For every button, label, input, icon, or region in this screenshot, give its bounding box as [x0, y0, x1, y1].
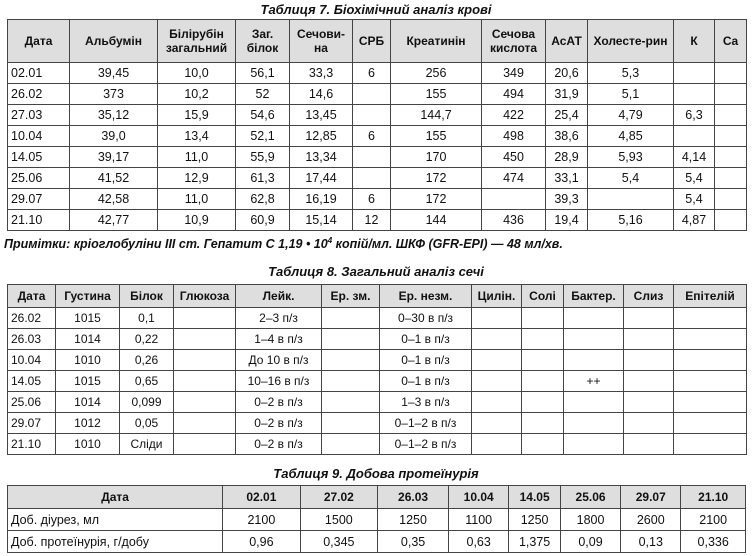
table8-cell [624, 434, 674, 455]
table7-header-cell: Креатинін [391, 20, 482, 63]
table7-cell: 15,14 [290, 210, 353, 231]
table7-cell: 14,6 [290, 84, 353, 105]
table8-cell: 0–1–2 в п/з [380, 434, 472, 455]
table8-cell: 1010 [56, 434, 120, 455]
table8-cell: 0,1 [120, 308, 174, 329]
table7-header-cell: Сечова кислота [482, 20, 546, 63]
table7-cell: 31,9 [546, 84, 588, 105]
table8-header-cell: Слиз [624, 285, 674, 308]
table8-cell: 1–4 в п/з [236, 329, 322, 350]
table8-cell [564, 413, 624, 434]
table9-row [8, 509, 746, 531]
table9-proteinuria [7, 485, 746, 553]
table8-cell [322, 350, 380, 371]
table8-header-cell: Глюкоза [174, 285, 236, 308]
table7-cell: 4,79 [588, 105, 674, 126]
table7-cell [715, 84, 747, 105]
table7-cell: 13,45 [290, 105, 353, 126]
table9-cell: 0,345 [300, 531, 377, 553]
table8-cell [564, 350, 624, 371]
table8-cell: 0–2 в п/з [236, 413, 322, 434]
table8-cell [522, 350, 564, 371]
table7-cell: 11,0 [158, 147, 236, 168]
table7-cell [715, 105, 747, 126]
table7-cell: 10,9 [158, 210, 236, 231]
table7-header-row [8, 20, 747, 63]
table7-header-cell: Ca [715, 20, 747, 63]
table7-cell: 422 [482, 105, 546, 126]
table9-header-cell: 21.10 [681, 486, 746, 509]
table8-cell [174, 371, 236, 392]
table9-header-cell: 02.01 [223, 486, 300, 509]
table7-cell: 56,1 [236, 63, 290, 84]
table7-cell [674, 126, 715, 147]
table9-header-cell: 27.02 [300, 486, 377, 509]
table8-cell [322, 329, 380, 350]
table8-cell [174, 350, 236, 371]
table7-cell: 19,4 [546, 210, 588, 231]
table8-cell [674, 371, 747, 392]
table8-cell [624, 392, 674, 413]
table8-row [8, 413, 747, 434]
table8-cell: 10–16 в п/з [236, 371, 322, 392]
table8-cell: 26.03 [8, 329, 56, 350]
table8-cell [322, 308, 380, 329]
table8-cell [174, 434, 236, 455]
table7-row [8, 126, 747, 147]
table7-cell: 5,93 [588, 147, 674, 168]
table7-cell: 349 [482, 63, 546, 84]
table7-header-cell: АсАТ [546, 20, 588, 63]
table8-cell [472, 413, 522, 434]
table8-header-cell: Ер. незм. [380, 285, 472, 308]
table7-header-cell: Заг. білок [236, 20, 290, 63]
table9-header-cell: 26.03 [378, 486, 449, 509]
table9-cell: 1,375 [509, 531, 561, 553]
table8-cell [674, 392, 747, 413]
table8-cell: 0–1–2 в п/з [380, 413, 472, 434]
table8-header-cell: Дата [8, 285, 56, 308]
table8-cell: 1015 [56, 371, 120, 392]
table8-cell [522, 308, 564, 329]
table7-cell: 13,34 [290, 147, 353, 168]
table9-cell: 0,35 [378, 531, 449, 553]
table8-cell [624, 350, 674, 371]
table7-header-cell: Дата [8, 20, 70, 63]
table7-cell: 14.05 [8, 147, 70, 168]
table9-cell: 0,13 [621, 531, 681, 553]
table8-cell [322, 371, 380, 392]
table9-caption: Таблиця 9. Добова протеїнурія [273, 466, 479, 481]
table7-cell: 54,6 [236, 105, 290, 126]
table8-cell [564, 434, 624, 455]
table8-header-cell: Білок [120, 285, 174, 308]
table8-cell [522, 392, 564, 413]
table9-header-cell: 10.04 [449, 486, 509, 509]
table8-row [8, 434, 747, 455]
table8-header-cell: Цилін. [472, 285, 522, 308]
table9-cell: 1250 [378, 509, 449, 531]
table9-cell: 1500 [300, 509, 377, 531]
table9-cell: 0,63 [449, 531, 509, 553]
table7-row [8, 189, 747, 210]
table8-cell: 1–3 в п/з [380, 392, 472, 413]
table7-cell: 42,77 [70, 210, 158, 231]
table7-cell [715, 168, 747, 189]
table8-header-cell: Солі [522, 285, 564, 308]
table8-cell [522, 434, 564, 455]
table7-cell: 41,52 [70, 168, 158, 189]
table7-cell: 5,16 [588, 210, 674, 231]
table8-cell [624, 308, 674, 329]
table8-cell [674, 329, 747, 350]
table9-cell: 2600 [621, 509, 681, 531]
table7-cell: 17,44 [290, 168, 353, 189]
table7-cell: 33,3 [290, 63, 353, 84]
table8-cell [624, 371, 674, 392]
table8-cell: 26.02 [8, 308, 56, 329]
table7-header-cell: Холесте-рин [588, 20, 674, 63]
table8-cell: 1014 [56, 392, 120, 413]
table8-header-cell: Лейк. [236, 285, 322, 308]
table8-cell: 1015 [56, 308, 120, 329]
table8-cell: 0,22 [120, 329, 174, 350]
table7-cell: 10,2 [158, 84, 236, 105]
table7-row [8, 63, 747, 84]
table7-header-cell: Альбумін [70, 20, 158, 63]
table8-urinalysis [7, 284, 747, 455]
table8-caption: Таблиця 8. Загальний аналіз сечі [268, 264, 484, 279]
table7-cell: 39,45 [70, 63, 158, 84]
table8-cell: 1010 [56, 350, 120, 371]
table8-cell [322, 434, 380, 455]
table8-cell [522, 413, 564, 434]
table7-caption: Таблиця 7. Біохімічний аналіз крові [260, 2, 492, 17]
table9-cell: 1800 [560, 509, 620, 531]
table7-cell [715, 189, 747, 210]
table7-cell: 62,8 [236, 189, 290, 210]
table7-row [8, 210, 747, 231]
table7-cell: 494 [482, 84, 546, 105]
table8-cell [674, 350, 747, 371]
table7-cell: 29.07 [8, 189, 70, 210]
table9-cell: 0,336 [681, 531, 746, 553]
table7-cell: 12,85 [290, 126, 353, 147]
table8-cell [174, 308, 236, 329]
table8-header-cell: Бактер. [564, 285, 624, 308]
table8-body [8, 308, 747, 455]
table7-cell: 25.06 [8, 168, 70, 189]
table8-cell: 25.06 [8, 392, 56, 413]
table8-cell: 0–2 в п/з [236, 392, 322, 413]
table7-cell: 155 [391, 84, 482, 105]
table9-row [8, 531, 746, 553]
table8-cell [472, 434, 522, 455]
table9-cell: Доб. діурез, мл [8, 509, 223, 531]
table7-cell: 11,0 [158, 189, 236, 210]
note-text: Примітки: кріоглобуліни III ст. Гепатит С 1,19 • 10 [4, 237, 328, 251]
table9-cell: 2100 [223, 509, 300, 531]
table7-cell: 13,4 [158, 126, 236, 147]
table8-cell [522, 329, 564, 350]
table7-cell: 33,1 [546, 168, 588, 189]
table8-cell [174, 392, 236, 413]
table7-cell: 25,4 [546, 105, 588, 126]
table8-row [8, 329, 747, 350]
table7-cell: 498 [482, 126, 546, 147]
table8-cell: 14.05 [8, 371, 56, 392]
table8-cell [564, 329, 624, 350]
table7-cell: 6,3 [674, 105, 715, 126]
table8-cell: 0,26 [120, 350, 174, 371]
table8-cell [174, 413, 236, 434]
table9-cell: Доб. протеїнурія, г/добу [8, 531, 223, 553]
table7-cell: 39,17 [70, 147, 158, 168]
table7-cell: 4,87 [674, 210, 715, 231]
table8-row [8, 371, 747, 392]
table8-header-row [8, 285, 747, 308]
table7-cell: 4,14 [674, 147, 715, 168]
table8-header-cell: Епітелій [674, 285, 747, 308]
table8-cell: 10.04 [8, 350, 56, 371]
table7-cell: 15,9 [158, 105, 236, 126]
table7-cell: 256 [391, 63, 482, 84]
table7-cell: 52,1 [236, 126, 290, 147]
table7-cell: 10,0 [158, 63, 236, 84]
table7-cell: 16,19 [290, 189, 353, 210]
table7-cell [482, 189, 546, 210]
table8-cell [564, 308, 624, 329]
table7-cell [674, 84, 715, 105]
table7-cell: 20,6 [546, 63, 588, 84]
note-text-end: копій/мл. ШКФ (GFR-EPI) — 48 мл/хв. [332, 237, 563, 251]
table7-header-cell: СРБ [353, 20, 391, 63]
table7-cell: 42,58 [70, 189, 158, 210]
table8-cell [522, 371, 564, 392]
table7-row [8, 84, 747, 105]
table7-row [8, 147, 747, 168]
table7-biochemistry [7, 19, 747, 231]
table8-cell: 29.07 [8, 413, 56, 434]
table7-header-cell: Білірубін загальний [158, 20, 236, 63]
table7-cell: 12,9 [158, 168, 236, 189]
table7-cell: 436 [482, 210, 546, 231]
table7-cell: 27.03 [8, 105, 70, 126]
table7-cell: 6 [353, 126, 391, 147]
table8-cell [472, 308, 522, 329]
table7-cell: 4,85 [588, 126, 674, 147]
table7-cell [715, 126, 747, 147]
table7-cell [715, 147, 747, 168]
table8-row [8, 308, 747, 329]
table8-cell: 0–2 в п/з [236, 434, 322, 455]
table9-cell: 1250 [509, 509, 561, 531]
table7-cell: 10.04 [8, 126, 70, 147]
table8-cell [472, 392, 522, 413]
note-superscript: 4 [327, 235, 333, 245]
table8-cell [472, 371, 522, 392]
table8-cell: 0,05 [120, 413, 174, 434]
table7-cell: 5,4 [674, 189, 715, 210]
table7-cell: 450 [482, 147, 546, 168]
table8-row [8, 392, 747, 413]
table8-cell: До 10 в п/з [236, 350, 322, 371]
table7-cell: 6 [353, 63, 391, 84]
table9-cell: 0,09 [560, 531, 620, 553]
table9-cell: 1100 [449, 509, 509, 531]
table9-cell: 2100 [681, 509, 746, 531]
table8-cell: 0–1 в п/з [380, 329, 472, 350]
table7-row [8, 168, 747, 189]
table9-body [8, 509, 746, 553]
table7-cell: 39,3 [546, 189, 588, 210]
table7-cell: 26.02 [8, 84, 70, 105]
table7-cell: 12 [353, 210, 391, 231]
table7-cell: 172 [391, 189, 482, 210]
table8-cell [624, 413, 674, 434]
table7-cell: 172 [391, 168, 482, 189]
table7-cell: 5,3 [588, 63, 674, 84]
table8-cell [472, 350, 522, 371]
table8-cell: 0–1 в п/з [380, 350, 472, 371]
table7-cell: 55,9 [236, 147, 290, 168]
table8-cell [624, 329, 674, 350]
table7-cell: 35,12 [70, 105, 158, 126]
table7-cell [715, 210, 747, 231]
table7-body [8, 63, 747, 231]
table9-header-cell: Дата [8, 486, 223, 509]
table7-cell: 474 [482, 168, 546, 189]
table8-header-cell: Ер. зм. [322, 285, 380, 308]
table8-cell: 21.10 [8, 434, 56, 455]
table7-cell: 5,4 [674, 168, 715, 189]
table7-cell: 60,9 [236, 210, 290, 231]
table9-header-cell: 25.06 [560, 486, 620, 509]
table8-cell: 0,099 [120, 392, 174, 413]
table7-cell: 38,6 [546, 126, 588, 147]
table8-cell: Сліди [120, 434, 174, 455]
table7-cell [588, 189, 674, 210]
table8-cell [322, 413, 380, 434]
table7-cell [715, 63, 747, 84]
table7-cell: 52 [236, 84, 290, 105]
table9-cell: 0,96 [223, 531, 300, 553]
table7-cell [353, 147, 391, 168]
table8-cell [322, 392, 380, 413]
table7-cell [353, 84, 391, 105]
table8-cell: 0–1 в п/з [380, 371, 472, 392]
table7-cell: 39,0 [70, 126, 158, 147]
table7-header-cell: Сечови-на [290, 20, 353, 63]
table7-cell: 373 [70, 84, 158, 105]
table8-cell [674, 413, 747, 434]
table8-row [8, 350, 747, 371]
table7-cell [353, 168, 391, 189]
table8-cell [564, 392, 624, 413]
table8-cell: 1014 [56, 329, 120, 350]
table8-cell: 0–30 в п/з [380, 308, 472, 329]
table7-cell: 170 [391, 147, 482, 168]
table7-row [8, 105, 747, 126]
table7-cell: 5,4 [588, 168, 674, 189]
table8-cell: 2–3 п/з [236, 308, 322, 329]
table7-cell: 144,7 [391, 105, 482, 126]
table7-cell [674, 63, 715, 84]
table8-cell [472, 329, 522, 350]
table8-cell: 1012 [56, 413, 120, 434]
table8-cell [674, 434, 747, 455]
table7-cell: 28,9 [546, 147, 588, 168]
table7-cell: 6 [353, 189, 391, 210]
table7-header-cell: К [674, 20, 715, 63]
table7-cell: 144 [391, 210, 482, 231]
table9-header-cell: 14.05 [509, 486, 561, 509]
table8-cell [674, 308, 747, 329]
table9-header-row [8, 486, 746, 509]
table8-cell: ++ [564, 371, 624, 392]
table9-header-cell: 29.07 [621, 486, 681, 509]
table7-cell: 5,1 [588, 84, 674, 105]
table7-note [4, 236, 563, 252]
table8-cell [174, 329, 236, 350]
table7-cell: 155 [391, 126, 482, 147]
table8-header-cell: Густина [56, 285, 120, 308]
table7-cell [353, 105, 391, 126]
table7-cell: 61,3 [236, 168, 290, 189]
table7-cell: 21.10 [8, 210, 70, 231]
table7-cell: 02.01 [8, 63, 70, 84]
table8-cell: 0,65 [120, 371, 174, 392]
